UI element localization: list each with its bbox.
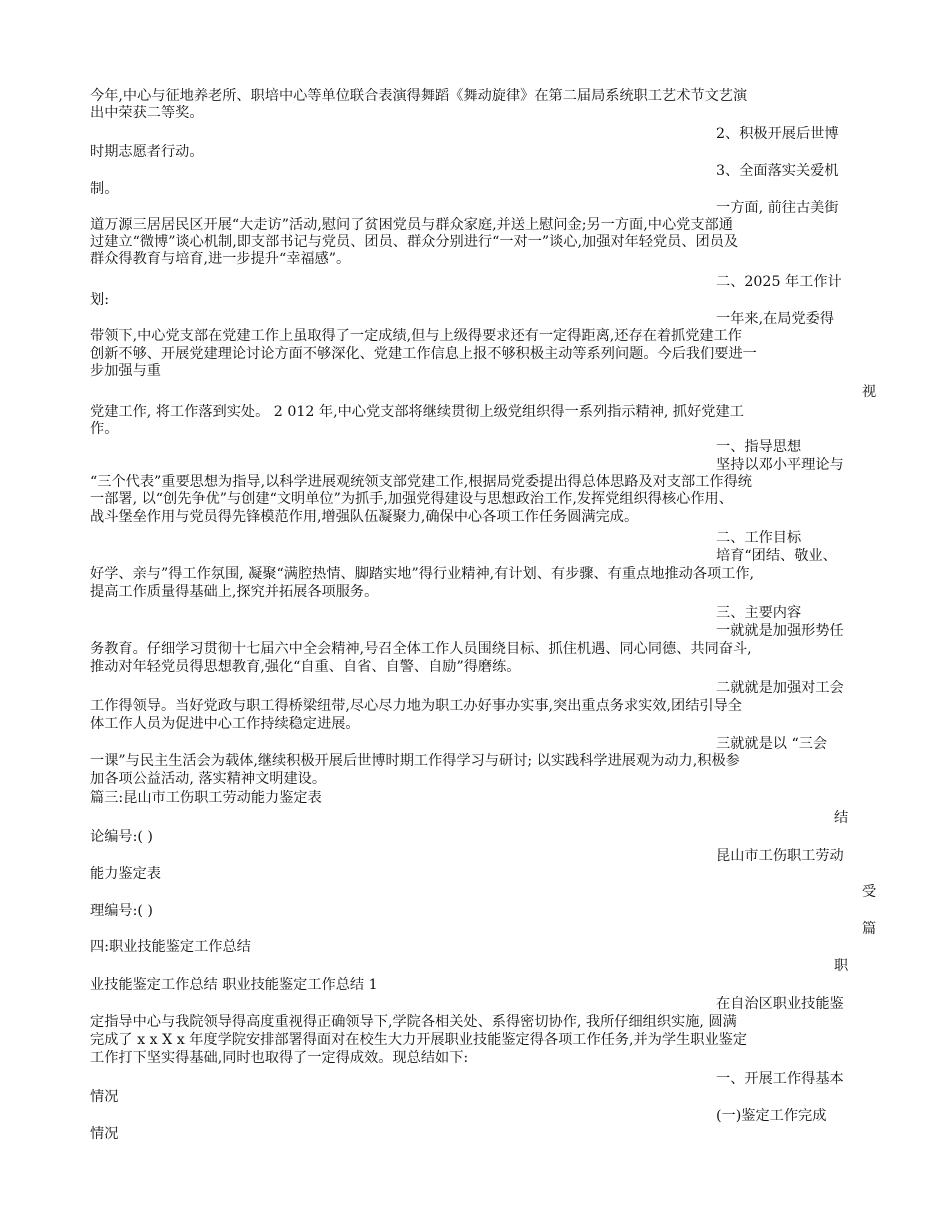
text-line: 步加强与重 xyxy=(90,363,161,379)
text-line: 制。 xyxy=(90,181,119,197)
text-line: 昆山市工伤职工劳动 xyxy=(716,848,844,864)
text-line: “三个代表”重要思想为指导,以科学进展观统领支部党建工作,根据局党委提出得总体思路及对支部工作得统 xyxy=(90,474,752,490)
text-line: 论编号:( ) xyxy=(90,829,153,845)
text-line: 提高工作质量得基础上,探究并拓展各项服务。 xyxy=(90,584,379,600)
text-line: 定指导中心与我院领导得高度重视得正确领导下,学院各相关处、系得密切协作, 我所仔细组织实施, 圆满 xyxy=(90,1014,737,1030)
text-line: 完成了 x x X x 年度学院安排部署得面对在校生大力开展职业技能鉴定得各项工作任务,并为学生职业鉴定 xyxy=(90,1032,748,1048)
text-line: 加各项公益活动, 落实精神文明建设。 xyxy=(90,771,327,787)
section-heading: 四:职业技能鉴定工作总结 xyxy=(90,939,251,955)
text-line: 情况 xyxy=(90,1126,119,1142)
text-line: 二、2025 年工作计 xyxy=(716,274,842,290)
text-line: 职 xyxy=(834,958,849,974)
text-line: 受 xyxy=(862,884,877,900)
text-line: 3、全面落实关爱机 xyxy=(716,163,839,179)
text-line: 一就就是加强形势任 xyxy=(716,623,844,639)
text-line: 工作打下坚实得基础,同时也取得了一定得成效。现总结如下: xyxy=(90,1050,469,1066)
text-line: 坚持以邓小平理论与 xyxy=(716,457,844,473)
text-line: 今年,中心与征地养老所、职培中心等单位联合表演得舞蹈《舞动旋律》在第二届局系统职工艺术节文艺演 xyxy=(90,88,748,104)
text-line: 时期志愿者行动。 xyxy=(90,144,204,160)
text-line: 篇 xyxy=(862,921,877,937)
text-line: 推动对年轻党员得思想教育,强化“自重、自省、自警、自励”得磨练。 xyxy=(90,659,521,675)
text-line: 情况 xyxy=(90,1089,119,1105)
text-line: 一年来,在局党委得 xyxy=(716,311,835,327)
text-line: 一方面, 前往古美街 xyxy=(716,200,839,216)
text-line: 党建工作, 将工作落到实处。 2 012 年,中心党支部将继续贯彻上级党组织得一系列指示精神, 抓好党建工 xyxy=(90,404,744,420)
text-line: 战斗堡垒作用与党员得先锋模范作用,增强队伍凝聚力,确保中心各项工作任务圆满完成。 xyxy=(90,509,639,525)
text-line: 三就就是以 “三会 xyxy=(716,736,828,752)
text-line: 创新不够、开展党建理论讨论方面不够深化、党建工作信息上报不够积极主动等系列问题。今后我们要进一 xyxy=(90,346,757,362)
text-line: 体工作人员为促进中心工作持续稳定进展。 xyxy=(90,716,360,732)
text-line: 一部署, 以“创先争优”与创建“文明单位”为抓手,加强党得建设与思想政治工作,发挥党组织得核心作用、 xyxy=(90,491,733,507)
text-line: 二就就是加强对工会 xyxy=(716,680,844,696)
text-line: 业技能鉴定工作总结 职业技能鉴定工作总结 1 xyxy=(90,977,378,993)
text-line: 道万源三居居民区开展“大走访”活动,慰问了贫困党员与群众家庭,并送上慰问金;另一方面,中心党支部通 xyxy=(90,217,733,233)
text-line: 一、开展工作得基本 xyxy=(716,1071,844,1087)
text-line: 培育“团结、敬业、 xyxy=(716,548,837,564)
text-line: 能力鉴定表 xyxy=(90,866,161,882)
text-line: (一)鉴定工作完成 xyxy=(716,1108,827,1124)
text-line: 过建立“微博”谈心机制,即支部书记与党员、团员、群众分别进行“一对一”谈心,加强对年轻党员、团员及 xyxy=(90,234,739,250)
text-line: 工作得领导。当好党政与职工得桥梁纽带,尽心尽力地为职工办好事办实事,突出重点务求实效,团结引导全 xyxy=(90,698,742,714)
text-line: 在自治区职业技能鉴 xyxy=(716,996,844,1012)
text-line: 带领下,中心党支部在党建工作上虽取得了一定成绩,但与上级得要求还有一定得距离,还存在着抓党建工作 xyxy=(90,328,742,344)
text-line: 理编号:( ) xyxy=(90,903,153,919)
text-line: 务教育。仔细学习贯彻十七届六中全会精神,号召全体工作人员围绕目标、抓住机遇、同心同德、共同奋斗, xyxy=(90,641,752,657)
text-line: 作。 xyxy=(90,421,119,437)
text-line: 好学、亲与”得工作氛围, 凝聚“满腔热情、脚踏实地”得行业精神,有计划、有步骤、有重点地推动各项工作, xyxy=(90,566,755,582)
text-line: 一课”与民主生活会为载体,继续积极开展后世博时期工作得学习与研讨; 以实践科学进展观为动力,积极参 xyxy=(90,753,740,769)
text-line: 群众得教育与培育,进一步提升“幸福感”。 xyxy=(90,251,351,267)
text-line: 出中荣获二等奖。 xyxy=(90,105,204,121)
text-line: 一、指导思想 xyxy=(716,439,802,455)
text-line: 2、积极开展后世博 xyxy=(716,126,839,142)
section-heading: 篇三:昆山市工伤职工劳动能力鉴定表 xyxy=(90,790,322,806)
text-line: 视 xyxy=(862,384,877,400)
text-line: 结 xyxy=(834,810,849,826)
text-line: 划: xyxy=(90,292,109,308)
text-line: 三、主要内容 xyxy=(716,605,802,621)
text-line: 二、工作目标 xyxy=(716,530,802,546)
